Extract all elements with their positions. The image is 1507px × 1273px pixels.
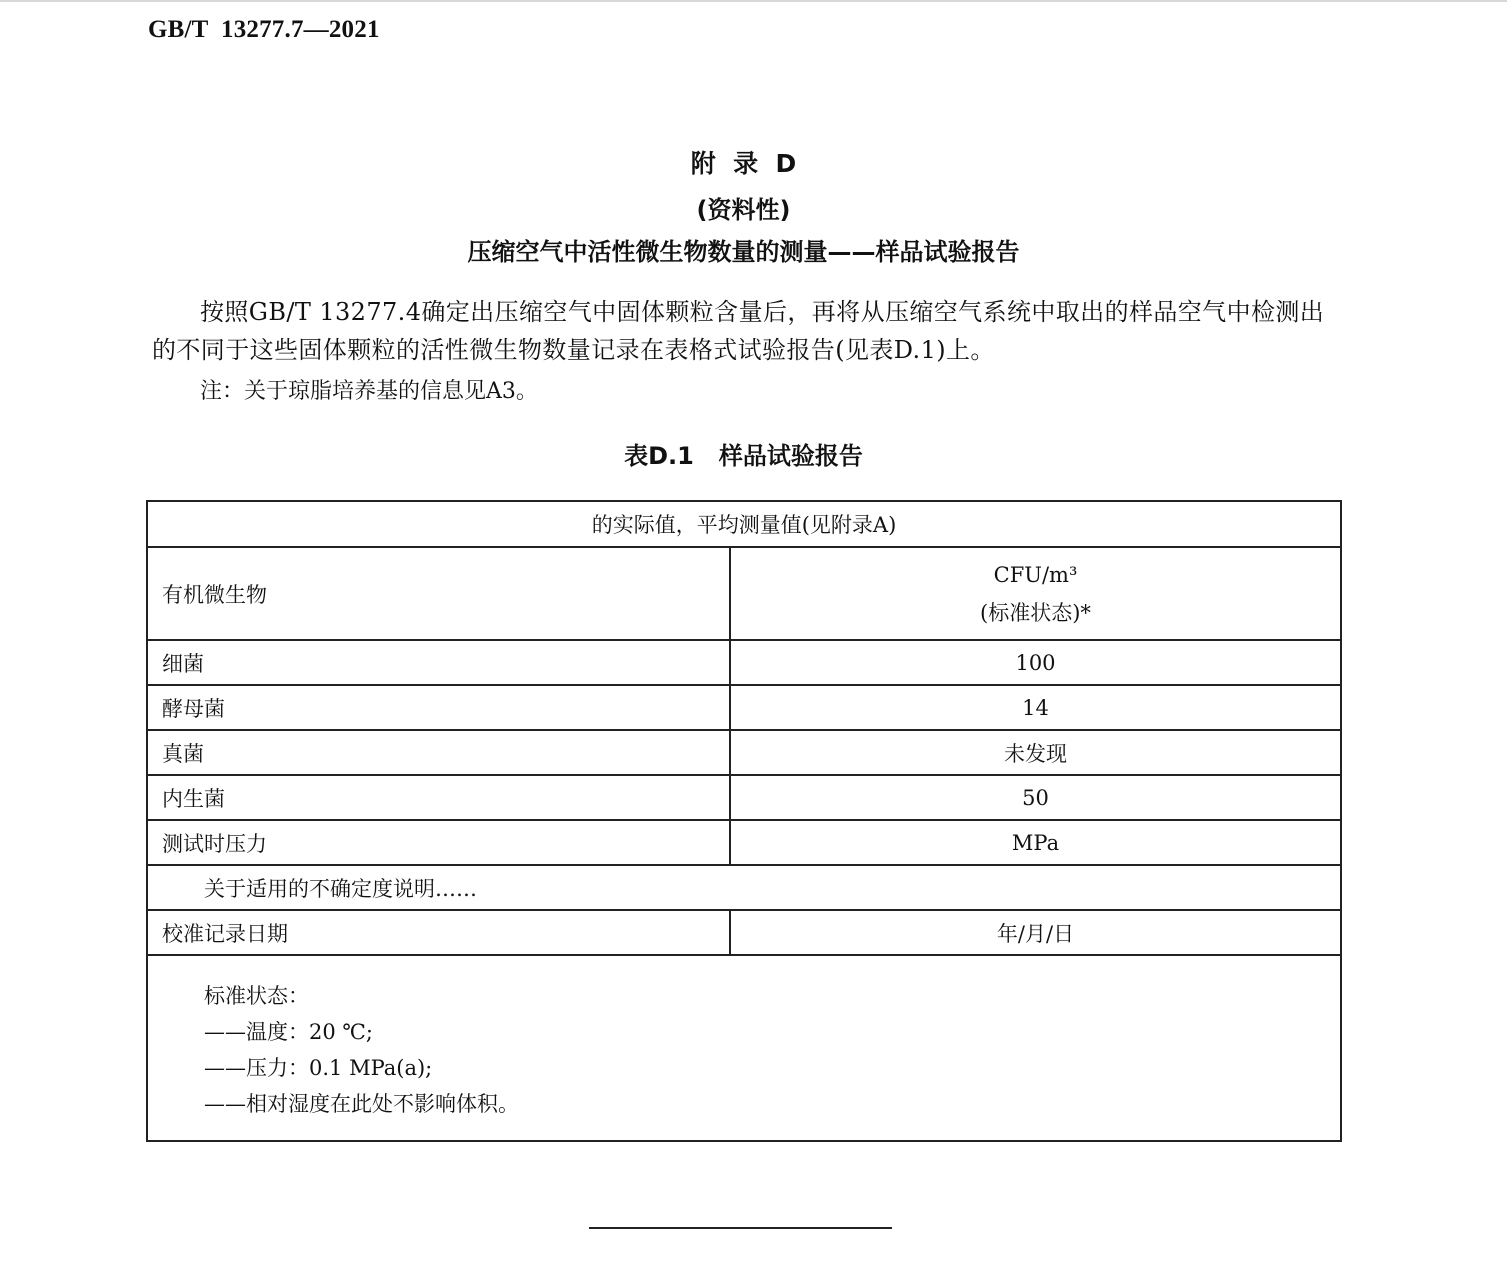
table-row — [147, 820, 1341, 865]
unit-line-2: (标准状态)* — [980, 600, 1091, 625]
condition-humidity: ——相对湿度在此处不影响体积。 — [204, 1092, 519, 1116]
table-unit-row — [147, 547, 1341, 640]
row-label: 酵母菌 — [147, 685, 730, 730]
table-caption: 表D.1 样品试验报告 — [624, 442, 863, 470]
standard-conditions-cell — [147, 955, 1341, 1141]
standard-code: GB/T 13277.7—2021 — [148, 16, 380, 43]
sample-test-report-table — [146, 500, 1342, 1142]
row-value: 14 — [730, 685, 1341, 730]
table-row — [147, 730, 1341, 775]
table-row — [147, 685, 1341, 730]
table-row — [147, 640, 1341, 685]
table-header-cell: 的实际值，平均测量值(见附录A) — [147, 501, 1341, 547]
page-top-border — [0, 0, 1507, 2]
body-note: 注：关于琼脂培养基的信息见A3。 — [200, 379, 538, 404]
standard-conditions-row — [147, 955, 1341, 1141]
row-label: 测试时压力 — [147, 820, 730, 865]
calibration-value: 年/月/日 — [730, 910, 1341, 955]
body-paragraph: 按照GB/T 13277.4确定出压缩空气中固体颗粒含量后，再将从压缩空气系统中取出的样品空气中检测出的不同于这些固体颗粒的活性微生物数量记录在表格式试验报告(见表D.1)上。 — [152, 298, 1325, 364]
standard-conditions-title: 标准状态： — [204, 984, 309, 1008]
row-label: 细菌 — [147, 640, 730, 685]
appendix-title: 附 录 D — [690, 149, 797, 178]
uncertainty-cell: 关于适用的不确定度说明…… — [147, 865, 1341, 910]
unit-row-value — [730, 547, 1341, 640]
row-value: 未发现 — [730, 730, 1341, 775]
row-value: 50 — [730, 775, 1341, 820]
uncertainty-row — [147, 865, 1341, 910]
calibration-label: 校准记录日期 — [147, 910, 730, 955]
page-bottom-rule — [589, 1227, 892, 1229]
calibration-row — [147, 910, 1341, 955]
unit-row-label: 有机微生物 — [147, 547, 730, 640]
table-row — [147, 775, 1341, 820]
condition-temperature: ——温度：20 ℃; — [204, 1020, 373, 1044]
condition-pressure: ——压力：0.1 MPa(a); — [204, 1056, 433, 1080]
appendix-heading: 压缩空气中活性微生物数量的测量——样品试验报告 — [467, 238, 1020, 266]
row-label: 真菌 — [147, 730, 730, 775]
unit-line-1: CFU/m³ — [993, 562, 1078, 587]
table-header-row — [147, 501, 1341, 547]
row-label: 内生菌 — [147, 775, 730, 820]
appendix-type: (资料性) — [696, 196, 791, 224]
row-value: 100 — [730, 640, 1341, 685]
row-value: MPa — [730, 820, 1341, 865]
